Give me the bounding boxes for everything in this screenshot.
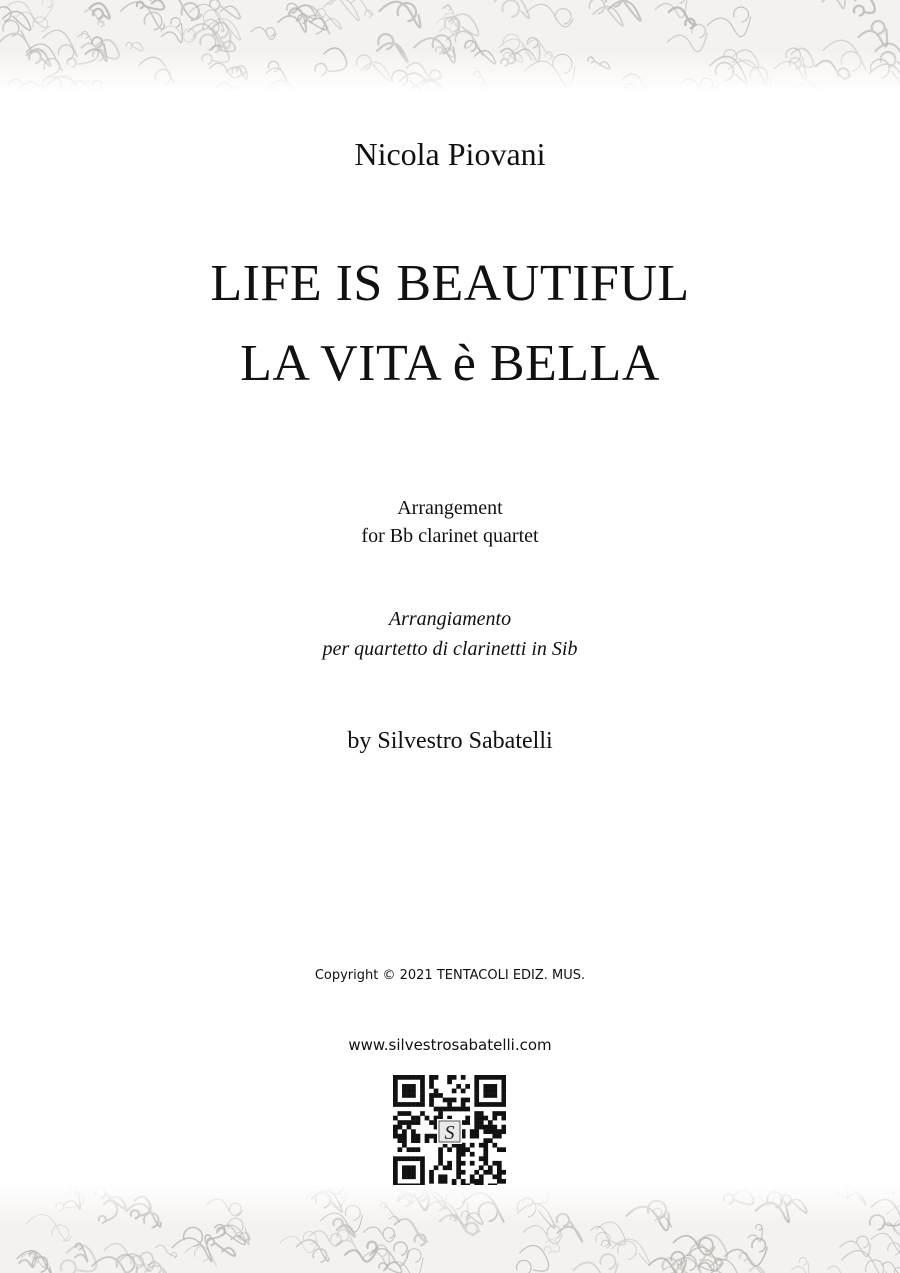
top-ornamental-border <box>0 0 900 92</box>
bottom-ornamental-border <box>0 1185 900 1273</box>
website-link[interactable]: www.silvestrosabatelli.com <box>348 1036 552 1054</box>
arrangement-label: Arrangement <box>397 497 503 519</box>
arranger-credit: by Silvestro Sabatelli <box>347 728 553 754</box>
arrangement-instrumentation: for Bb clarinet quartet <box>361 525 539 547</box>
qr-logo-letter: S <box>444 1122 455 1144</box>
arrangement-label-italian: Arrangiamento <box>388 608 512 630</box>
copyright-notice: Copyright © 2021 TENTACOLI EDIZ. MUS. <box>314 968 586 983</box>
arrangement-instrumentation-italian: per quartetto di clarinetti in Sib <box>322 638 578 660</box>
title-english: LIFE IS BEAUTIFUL <box>210 255 690 312</box>
composer-name: Nicola Piovani <box>354 136 546 172</box>
title-italian: LA VITA è BELLA <box>240 335 660 392</box>
qr-code[interactable] <box>393 1075 506 1188</box>
